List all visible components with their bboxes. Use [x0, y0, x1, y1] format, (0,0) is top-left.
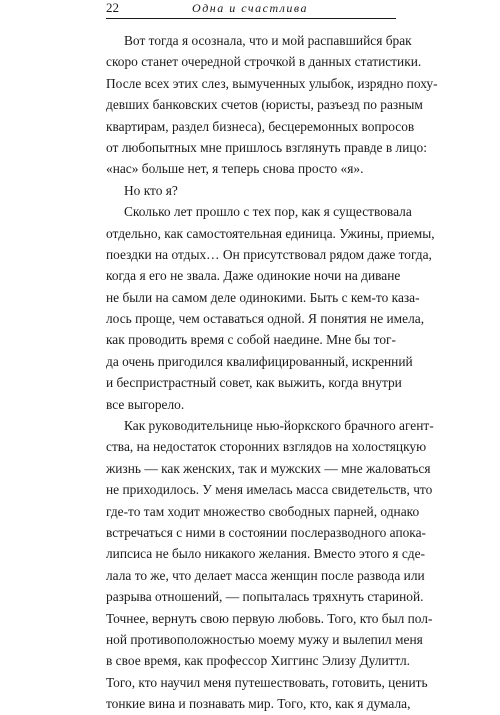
text-line: Сколько лет прошло с тех пор, как я существовала [124, 204, 412, 220]
text-line: где-то там ходит множество свободных парней, однако [106, 503, 420, 519]
text-line: липсиса не было никакого желания. Вместо этого я сде- [106, 546, 425, 562]
page-header [0, 0, 500, 22]
text-line: и беспристрастный совет, как выжить, когда внутри [106, 375, 402, 391]
text-line: все выгорело. [106, 396, 185, 412]
text-line: Но кто я? [124, 182, 178, 198]
text-line: разрыва отношений, — попыталась тряхнуть стариной. [106, 589, 424, 605]
text-line: Вот тогда я осознала, что и мой распавшийся брак [124, 33, 412, 48]
body-text [106, 30, 438, 715]
text-line: когда я его не звала. Даже одинокие ночи на диване [106, 268, 401, 284]
text-line: ной противоположностью моему мужу и вылепил меня [106, 631, 423, 647]
text-line: «нас» больше нет, я теперь снова просто «я». [106, 161, 364, 177]
text-line: лось проще, чем оставаться одной. Я понятия не имела, [106, 311, 425, 327]
text-line: Точнее, вернуть свою первую любовь. Того, кто был пол- [106, 610, 433, 626]
text-line: девших банковских счетов (юристы, разъезд по разным [106, 97, 423, 113]
text-line: Как руководительнице нью-йоркского брачного агент- [124, 418, 434, 434]
text-line: После всех этих слез, вымученных улыбок, изрядно поху- [106, 75, 438, 91]
text-line: как проводить время с собой наедине. Мне бы тог- [106, 332, 396, 348]
text-line: тонкие вина и познавать мир. Того, кто, как я думала, [106, 696, 411, 712]
text-line: ства, на недостаток сторонних взглядов на холостяцкую [106, 439, 427, 455]
page-number: 22 [106, 0, 119, 15]
running-title: Одна и счастлива [192, 1, 308, 15]
text-line: от любопытных мне пришлось взглянуть правде в лицо: [106, 139, 427, 155]
text-line: встречаться с ними в состоянии послеразводного апока- [106, 524, 427, 540]
text-line: лала то же, что делает масса женщин после развода или [106, 567, 425, 583]
text-line: скоро станет очередной строчкой в данных статистики. [106, 54, 422, 70]
text-line: жизнь — как женских, так и мужских — мне жаловаться [106, 460, 431, 476]
text-line: отдельно, как самостоятельная единица. Ужины, приемы, [106, 225, 435, 241]
text-line: в свое время, как профессор Хиггинс Элизу Дулиттл. [106, 653, 411, 669]
text-line: да очень пригодился квалифицированный, искренний [106, 353, 413, 369]
header-rule [106, 18, 396, 19]
text-line: поездки на отдых… Он присутствовал рядом даже тогда, [106, 246, 432, 262]
text-line: квартирам, раздел бизнеса), бесцеремонных вопросов [106, 118, 415, 134]
text-line: не были на самом деле одинокими. Быть с кем-то каза- [106, 289, 420, 305]
text-line: Того, кто научил меня путешествовать, готовить, ценить [106, 674, 428, 690]
text-line: не приходилось. У меня имелась масса свидетельств, что [106, 482, 433, 498]
